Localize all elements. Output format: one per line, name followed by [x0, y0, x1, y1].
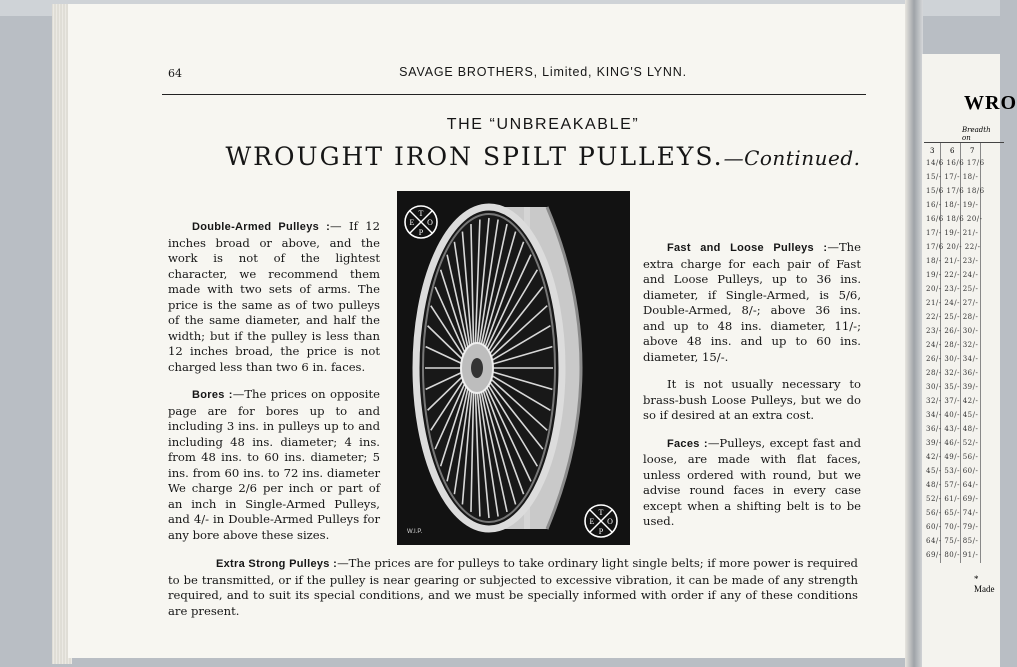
- double-armed-text: — If 12 inches broad or above, and the work is not of the lightest character, we recommend them made with two sets of arms. The price is the same as of two pulleys of the same diameter, and half the width; but if the pulley is less than 12 inches broad, the price is not charged less than two 6 in. faces.: [168, 219, 380, 374]
- table-row: 21/- 24/- 27/-: [926, 299, 979, 307]
- logo-letter-right: O: [607, 517, 613, 526]
- table-row: 16/- 18/- 19/-: [926, 201, 979, 209]
- table-row: 19/- 22/- 24/-: [926, 271, 979, 279]
- table-row: 64/- 75/- 85/-: [926, 537, 979, 545]
- logo-letter-bottom: P: [598, 527, 604, 536]
- logo-letter-bottom: P: [418, 228, 424, 237]
- table-col-head: 3: [930, 147, 935, 155]
- title-line-2: [198, 142, 888, 171]
- title-line-1: THE “UNBREAKABLE”: [446, 116, 640, 133]
- pulley-bore: [471, 358, 483, 378]
- table-row: 18/- 21/- 23/-: [926, 257, 979, 265]
- double-armed-heading: Double-Armed Pulleys :: [192, 221, 331, 233]
- logo-letter-left: E: [409, 218, 415, 227]
- fast-loose-heading: Fast and Loose Pulleys :: [667, 242, 828, 254]
- table-row: 30/- 35/- 39/-: [926, 383, 979, 391]
- title-continued: —Continued.: [723, 146, 861, 170]
- table-row: 14/6 16/6 17/6: [926, 159, 985, 167]
- faces-text: —Pulleys, except fast and loose, are made with flat faces, unless ordered with round, but we advise round faces in every case except when a shifting belt is to be used.: [643, 435, 862, 528]
- tepo-logo-icon: [403, 204, 439, 240]
- table-row: 15/6 17/6 18/6: [926, 187, 985, 195]
- extra-strong-heading: Extra Strong Pulleys :: [216, 558, 338, 570]
- title-main: WROUGHT IRON SPILT PULLEYS.: [225, 142, 724, 171]
- table-row: 34/- 40/- 45/-: [926, 411, 979, 419]
- table-col-head: 6: [950, 147, 955, 155]
- pulley-illustration: [397, 191, 630, 545]
- facing-page-subtitle: Breadth on: [962, 126, 991, 142]
- engraver-mark: W.I.P.: [407, 529, 423, 535]
- table-row: 28/- 32/- 36/-: [926, 369, 979, 377]
- table-row: 36/- 43/- 48/-: [926, 425, 979, 433]
- table-row: 56/- 65/- 74/-: [926, 509, 979, 517]
- facing-page: [922, 54, 1017, 667]
- table-row: 32/- 37/- 42/-: [926, 397, 979, 405]
- bores-paragraph: [168, 387, 380, 543]
- logo-letter-top: T: [418, 209, 424, 218]
- facing-page-footnote: * Made: [974, 574, 995, 594]
- table-row: 39/- 46/- 52/-: [926, 439, 979, 447]
- page-number: 64: [168, 67, 182, 80]
- extra-strong-paragraph: [168, 556, 858, 619]
- table-col-rule: [980, 143, 981, 563]
- logo-letter-left: E: [589, 517, 595, 526]
- table-row: 23/- 26/- 30/-: [926, 327, 979, 335]
- table-row: 17/- 19/- 21/-: [926, 229, 979, 237]
- running-header: SAVAGE BROTHERS, Limited, KING'S LYNN.: [399, 65, 687, 79]
- faces-heading: Faces :: [667, 437, 708, 450]
- table-row: 48/- 57/- 64/-: [926, 481, 979, 489]
- table-row: 16/6 18/6 20/-: [926, 215, 983, 223]
- right-column: [643, 240, 861, 542]
- left-column: [168, 219, 380, 555]
- extra-strong-text: —The prices are for pulleys to take ordinary light single belts; if more power is required to be transmitted, or if the pulley is near gearing or subjected to excessive vibration, it can be made of any strength required, and to suit its special conditions, and we must be specially informed with order if any of these conditions are present.: [168, 556, 858, 618]
- table-row: 20/- 23/- 25/-: [926, 285, 979, 293]
- pulley-wheel-engraving: [397, 191, 630, 545]
- table-row: 17/6 20/- 22/-: [926, 243, 981, 251]
- table-row: 69/- 80/- 91/-: [926, 551, 979, 559]
- bores-text: —The prices on opposite page are for bores up to and including 3 ins. in pulleys up to and including 48 ins. diameter; 4 ins. from 48 ins. to 60 ins. diameter; 5 ins. from 60 ins. to 72 ins. diameter We charge 2/6 per inch or part of an inch in Single-Armed Pulleys, and 4/- in Double-Armed Pulleys for any bore above these sizes.: [168, 387, 380, 542]
- book-gutter: [905, 0, 923, 667]
- table-row: 60/- 70/- 79/-: [926, 523, 979, 531]
- catalogue-page: [68, 4, 920, 658]
- brass-bush-paragraph: It is not usually necessary to brass-bush Loose Pulleys, but we do so if desired at an extra cost.: [643, 377, 861, 422]
- table-row: 52/- 61/- 69/-: [926, 495, 979, 503]
- table-row: 15/- 17/- 18/-: [926, 173, 979, 181]
- table-row: 24/- 28/- 32/-: [926, 341, 979, 349]
- double-armed-paragraph: [168, 219, 380, 375]
- header-rule: [162, 94, 866, 95]
- table-row: 22/- 25/- 28/-: [926, 313, 979, 321]
- facing-page-title: WRO: [964, 92, 1017, 114]
- logo-letter-right: O: [427, 218, 433, 227]
- table-row: 45/- 53/- 60/-: [926, 467, 979, 475]
- table-row: 42/- 49/- 56/-: [926, 453, 979, 461]
- table-row: 26/- 30/- 34/-: [926, 355, 979, 363]
- bores-heading: Bores :: [192, 389, 233, 401]
- table-col-head: 7: [970, 147, 975, 155]
- faces-paragraph: [643, 436, 861, 530]
- tepo-logo-icon: [583, 503, 619, 539]
- logo-letter-top: T: [598, 508, 604, 517]
- fast-loose-text: —The extra charge for each pair of Fast and Loose Pulleys, up to 36 ins. diameter, if Single-Armed, is 5/6, Double-Armed, 8/-; above 36 ins. and up to 48 ins. diameter, 11/-; above 48 ins. and up to 60 ins. diameter, 15/-.: [643, 240, 861, 364]
- price-table: [924, 142, 1004, 563]
- fast-loose-paragraph: [643, 240, 861, 365]
